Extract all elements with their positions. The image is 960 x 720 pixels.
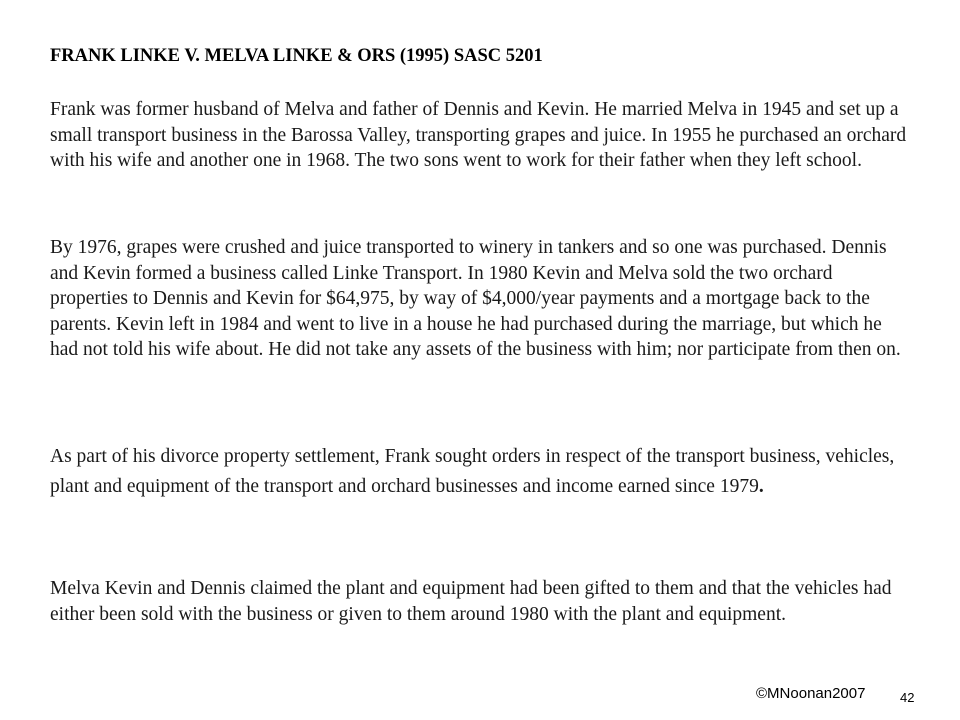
- slide-title: FRANK LINKE V. MELVA LINKE & ORS (1995) SASC 5201: [50, 46, 543, 66]
- paragraph-orders-sought: [50, 442, 912, 502]
- copyright-credit: ©MNoonan2007: [756, 685, 866, 702]
- paragraph-business-history: By 1976, grapes were crushed and juice transported to winery in tankers and so one was purchased. Dennis and Kevin formed a business called Linke Transport. In 1980 Kevin and Melva sold the two orchard properties to Dennis and Kevin for $64,975, by way of $4,000/year payments and a mortgage back to the parents. Kevin left in 1984 and went to live in a house he had purchased during the marriage, but which he had not told his wife about. He did not take any assets of the business with him; nor participate from then on.: [50, 237, 901, 360]
- page-number: 42: [900, 690, 915, 705]
- paragraph-background: Frank was former husband of Melva and father of Dennis and Kevin. He married Melva in 1945 and set up a small transport business in the Barossa Valley, transporting grapes and juice. In 1955 he purchased an orchard with his wife and another one in 1968. The two sons went to work for their father when they left school.: [50, 99, 907, 171]
- paragraph-orders-sought-text: As part of his divorce property settlement, Frank sought orders in respect of the transport business, vehicles, plant and equipment of the transport and orchard businesses and income earned since 1979: [50, 446, 895, 497]
- paragraph-orders-sought-period: .: [758, 476, 764, 497]
- paragraph-claims: Melva Kevin and Dennis claimed the plant and equipment had been gifted to them and that the vehicles had either been sold with the business or given to them around 1980 with the plant and equipment.: [50, 578, 892, 625]
